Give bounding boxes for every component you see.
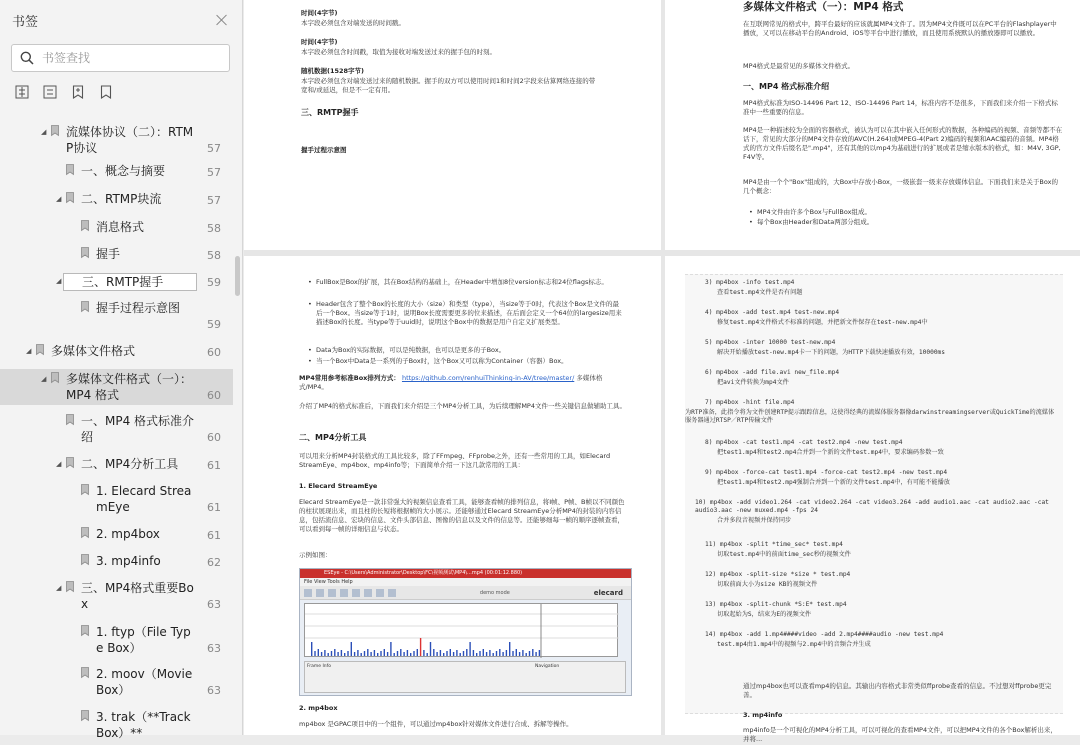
- paragraph: 可以用来分析MP4封装格式的工具比较多，除了FFmpeg、FFprobe之外，还有一些常用的工具，如Elecard StreamEye、mp4box、mp4info等；下面简单介绍一下这几款常用的工具：: [299, 452, 611, 469]
- code-description: 把avi文件转换为mp4文件: [717, 379, 789, 386]
- page-62: [665, 256, 1080, 743]
- subsection-heading: 3. mp4info: [743, 711, 783, 719]
- paragraph: MP4是一种描述较为全面的容器格式，被认为可以在其中嵌入任何形式的数据，各种编码的视频、音频等都不在话下，常见的大部分的MP4文件存放的AVC(H.264)或MPEG-4(Part 2)编码的视频和AAC编码的音频。MP4格式的官方文件后缀名是".mp4"，还有其他的以mp4为基础进行的扩展或者是缩水版本的格式，如：M4V, 3GP, F4V等。: [743, 126, 1063, 161]
- bookmark-item[interactable]: [0, 122, 233, 158]
- code-description: 切取前面大小为size KB的视频文件: [717, 581, 818, 588]
- paragraph: 介绍了MP4的格式标准后，下面我们来介绍是三个MP4分析工具，为后续理解MP4文件一些关键信息做辅助工具。: [299, 402, 626, 410]
- bookmark-item[interactable]: [0, 578, 233, 616]
- code-description: 查看test.mp4文件是否有问题: [717, 289, 803, 296]
- bookmark-page-number: 61: [207, 501, 221, 514]
- bookmark-search-box[interactable]: [11, 44, 230, 72]
- bookmark-item[interactable]: [0, 298, 233, 336]
- add-bookmark-icon[interactable]: [70, 84, 86, 100]
- bookmark-label: 3. mp4info: [96, 554, 161, 568]
- bookmark-label: 2. moov（Movie Box）: [96, 667, 193, 697]
- document-view[interactable]: [244, 0, 1080, 743]
- caret-down-icon[interactable]: ◢: [56, 277, 62, 285]
- bookmark-label: 三、MP4格式重要Box: [81, 581, 194, 611]
- code-command: 14) mp4box -add 1.mp4####video -add 2.mp4####audio -new test.mp4: [705, 631, 944, 638]
- subsection-heading: 2. mp4box: [299, 704, 338, 712]
- bookmark-page-number: 58: [207, 222, 221, 235]
- screenshot-menubar: File View Tools Help: [300, 578, 631, 586]
- field-text: 本字段必须包含对端发送过来的随机数据。握手的双方可以使用时间1和时间2字段来估算网络连接的带宽和/或延迟，但是不一定有用。: [301, 77, 596, 94]
- paragraph: Elecard StreamEye是一款非常强大的视频信息查看工具，能够查看帧的排列信息，将I帧、P帧、B帧以不同颜色的柱状展现出来，而且柱的长短将根据帧的大小展示。还能够通过Elecard StreamEye分析MP4的封装的内容信息，包括流信息、宏块的信息、文件头部信息、图像的信息以及文件的信息等。还能够细每一帧的顺序逐帧查看，可以看到每一帧的详细信息与状态。: [299, 498, 625, 533]
- scrollbar-thumb[interactable]: [235, 256, 240, 296]
- bookmark-icon: [36, 344, 44, 355]
- paragraph: 在互联网常见的格式中，跨平台最好的应该就属MP4文件了。因为MP4文件既可以在PC平台的Flashplayer中播放，又可以在移动平台的Android、iOS等平台中进行播放，而且使用系统默认的播放器即可以播放。: [743, 20, 1057, 37]
- code-description: 解决开始播放test-new.mp4卡一下的问题，为HTTP下载快速播放有效，10000ms: [717, 349, 945, 356]
- screenshot-toolbar: [300, 586, 631, 600]
- field-heading: 随机数据(1528字节): [301, 67, 365, 75]
- code-description: 修复test.mp4文件格式不标准的问题，并把新文件保存在test-new.mp4中: [717, 319, 928, 326]
- paragraph: MP4格式是最常见的多媒体文件格式。: [743, 62, 855, 70]
- bookmark-page-number: 61: [207, 459, 221, 472]
- expand-all-icon[interactable]: [14, 84, 30, 100]
- section-heading: 一、MP4 格式标准介绍: [743, 82, 830, 91]
- section-heading: 二、MP4分析工具: [299, 433, 367, 442]
- bookmark-page-number: 61: [207, 529, 221, 542]
- bookmark-label: 多媒体文件格式（一）：MP4 格式: [66, 372, 193, 402]
- frame-info-label: Frame Info: [307, 664, 331, 669]
- code-description: 切取test.mp4中的前面time_sec秒的视频文件: [717, 551, 851, 558]
- code-description: 切取起始为S，结束为E的视频文件: [717, 611, 812, 618]
- bookmark-label: 握手: [96, 247, 121, 261]
- bookmark-label: 一、概念与摘要: [81, 164, 166, 178]
- bookmark-item[interactable]: [0, 454, 233, 476]
- bookmark-icon: [81, 301, 89, 312]
- bookmark-icon: [81, 710, 89, 721]
- bookmark-label: 3. trak（**Track Box）**: [96, 710, 191, 740]
- bookmark-item[interactable]: [0, 524, 233, 546]
- list-item: • MP4文件由许多个Box与FullBox组成。: [757, 208, 871, 217]
- search-icon: [20, 51, 34, 65]
- bookmark-item[interactable]: [0, 341, 233, 363]
- collapse-all-icon[interactable]: [42, 84, 58, 100]
- close-icon[interactable]: [216, 14, 228, 26]
- code-command: 11) mp4box -split *time_sec* test.mp4: [705, 541, 843, 548]
- sidebar-header: [0, 0, 242, 40]
- list-item: • FullBox是Box的扩展，其在Box结构的基础上，在Header中增加8位version标志和24位flags标志。: [316, 278, 622, 287]
- bookmark-icon[interactable]: [98, 84, 114, 100]
- paragraph: mp4box 是GPAC项目中的一个组件，可以通过mp4box针对媒体文件进行合成、拆解等操作。: [299, 720, 573, 728]
- bookmark-page-number: 60: [207, 389, 221, 402]
- bookmark-icon: [81, 484, 89, 495]
- streameye-screenshot: [299, 568, 632, 696]
- bookmark-toolbar: [0, 72, 242, 112]
- bookmark-item[interactable]: [0, 244, 233, 266]
- code-command: 12) mp4box -split-size *size * test.mp4: [705, 571, 851, 578]
- bookmark-page-number: 63: [207, 598, 221, 611]
- bookmark-icon: [66, 457, 74, 468]
- bookmark-item[interactable]: [0, 481, 233, 519]
- bookmark-tree: [0, 118, 233, 740]
- paragraph: 通过mp4box也可以查看mp4的信息。其输出内容格式非常类似ffprobe查看的信息。不过想对ffprobe更完善。: [743, 682, 1052, 699]
- elecard-logo: elecard: [593, 588, 623, 597]
- bookmark-label: 消息格式: [96, 220, 145, 234]
- bookmark-item[interactable]: [0, 551, 233, 573]
- reference-label: MP4常用参考标准Box排列方式：: [299, 374, 400, 382]
- field-text: 本字段必须包含时间戳，取值为接收对端发送过来的握手包的时刻。: [301, 48, 496, 56]
- code-description: test.mp4由1.mp4中的视频与2.mp4中的音频合并生成: [717, 641, 871, 648]
- page-61: [244, 256, 661, 735]
- reference-link[interactable]: https://github.com/renhuiThinking-in-AV/tree/master/: [401, 374, 575, 382]
- bookmark-page-number: 57: [207, 194, 221, 207]
- bookmark-icon: [81, 247, 89, 258]
- bookmark-label: 2. mp4box: [96, 527, 160, 541]
- navigation-label: Navigation: [535, 664, 560, 669]
- bookmark-item[interactable]: [0, 161, 233, 183]
- bookmark-icon: [81, 625, 89, 636]
- frame-bar-plot: [304, 603, 618, 657]
- code-description: 把test1.mp4和test2.mp4合并到一个新的文件test.mp4中，要求编码参数一致: [717, 449, 944, 456]
- page-title: 多媒体文件格式（一）：MP4 格式: [743, 1, 904, 13]
- list-item: • Data为Box的实际数据，可以是纯数据，也可以是更多的子Box。: [316, 346, 622, 355]
- bookmark-item[interactable]: [0, 664, 233, 702]
- caret-down-icon[interactable]: ◢: [26, 347, 32, 355]
- caret-down-icon[interactable]: ◢: [56, 460, 62, 468]
- code-description: 合并多段音视频并保持同步: [717, 517, 792, 524]
- bookmark-page-number: 59: [207, 276, 221, 289]
- field-heading: 时间(4字节): [301, 9, 338, 17]
- bookmark-page-number: 57: [207, 166, 221, 179]
- bookmark-page-number: 62: [207, 556, 221, 569]
- list-item: • 每个Box由Header和Data两部分组成。: [757, 218, 873, 227]
- example-label: 示例如图：: [299, 551, 332, 559]
- page-60: [665, 0, 1080, 250]
- section-heading: 三、RMTP握手: [301, 108, 359, 117]
- demo-mode-label: demo mode: [479, 589, 510, 596]
- bookmark-icon: [51, 125, 59, 136]
- frame-info-panel: [304, 661, 626, 693]
- bookmark-page-number: 60: [207, 431, 221, 444]
- bookmark-icon: [81, 667, 89, 678]
- caret-down-icon[interactable]: ◢: [56, 584, 62, 592]
- bookmark-item[interactable]: [0, 622, 233, 660]
- bookmark-label: 多媒体文件格式: [51, 344, 136, 358]
- bookmark-item[interactable]: [0, 707, 233, 745]
- bookmark-sidebar: [0, 0, 243, 740]
- code-command: 13) mp4box -split-chunk *S:E* test.mp4: [705, 601, 847, 608]
- code-command: 3) mp4box -info test.mp4: [705, 279, 795, 286]
- bookmark-search-input[interactable]: [42, 51, 202, 65]
- caret-down-icon[interactable]: ◢: [56, 195, 62, 203]
- bookmark-page-number: 57: [207, 142, 221, 155]
- bookmark-label: 二、RTMP块流: [81, 192, 162, 206]
- figure-caption: 握手过程示意图: [301, 146, 347, 154]
- bookmark-item[interactable]: [0, 271, 233, 293]
- field-heading: 时间(4字节): [301, 38, 338, 46]
- code-command: 5) mp4box -inter 10000 test-new.mp4: [705, 339, 836, 346]
- bookmark-icon: [81, 554, 89, 565]
- bookmark-page-number: 58: [207, 249, 221, 262]
- bookmark-label: 流媒体协议（二）：RTMP协议: [66, 125, 194, 155]
- bookmark-page-number: 59: [207, 318, 221, 331]
- paragraph: MP4是由一个个"Box"组成的，大Box中存放小Box，一级嵌套一级来存放媒体信息。下面我们来是关于Box的几个概念：: [743, 178, 1058, 195]
- code-command: 6) mp4box -add file.avi new_file.mp4: [705, 369, 840, 376]
- bookmark-item[interactable]: [0, 369, 233, 405]
- sidebar-scrollbar[interactable]: [233, 118, 243, 735]
- list-item: • Header包含了整个Box的长度的大小（size）和类型（type），当size等于0时，代表这个Box是文件的最后一个Box。当size等于1时，说明Box长度需要更多的位来描述，在后面会定义一个64位的largesize用来描述Box的长度。当type等于uuid时，说明这个Box中的数据是用户自定义扩展类型。: [316, 300, 622, 327]
- code-description: 把test1.mp4和test2.mp4强制合并到一个新的文件test.mp4中，有可能不能播放: [717, 479, 950, 486]
- code-command: 10) mp4box -add video1.264 -cat video2.264 -cat video3.264 -add audio1.aac -cat audio2.aac -cat audio3.aac -new muxed.mp4 -fps 24: [695, 499, 1049, 514]
- bookmark-item[interactable]: [0, 411, 233, 449]
- bookmark-label: 1. ftyp（File Type Box）: [96, 625, 191, 655]
- screenshot-titlebar: ESEye - C:\Users\Administrator\Desktop\FC\视频测试\MP4\...mp4 (00:01:12.880): [300, 569, 631, 578]
- bookmark-label: 1. Elecard StreamEye: [96, 484, 192, 514]
- code-command: 4) mp4box -add test.mp4 test-new.mp4: [705, 309, 840, 316]
- bookmark-label: 三、RMTP握手: [63, 273, 197, 291]
- bookmark-icon: [66, 192, 74, 203]
- subsection-heading: 1. Elecard StreamEye: [299, 482, 378, 490]
- code-block: [685, 274, 1063, 714]
- paragraph: MP4格式标准为ISO-14496 Part 12、ISO-14496 Part 14，标准内容不是很多，下面我们来介绍一下格式标准中一些重要的信息。: [743, 99, 1058, 116]
- bookmark-icon: [81, 527, 89, 538]
- bookmark-label: 二、MP4分析工具: [81, 457, 179, 471]
- bookmark-page-number: 63: [207, 642, 221, 655]
- code-command: 9) mp4box -force-cat test1.mp4 -force-cat test2.mp4 -new test.mp4: [705, 469, 948, 476]
- bookmark-icon: [66, 581, 74, 592]
- bookmark-item[interactable]: [0, 217, 233, 239]
- code-command: 7) mp4box -hint file.mp4: [705, 399, 795, 406]
- caret-down-icon[interactable]: ◢: [41, 375, 47, 383]
- bookmark-icon: [81, 220, 89, 231]
- field-text: 本字段必须包含对端发送的时间戳。: [301, 19, 405, 27]
- code-description: 为RTP准备，此指令将为文件创建RTP提示跟踪信息，这使得经典的流媒体服务器像darwinstreamingserver或QuickTime的流媒体服务器通过RTSP／RTP传输文件: [685, 409, 1055, 424]
- sidebar-title: 书签: [12, 14, 39, 30]
- page-57: [244, 0, 661, 250]
- bookmark-icon: [51, 372, 59, 383]
- paragraph: mp4info是一个可视化的MP4分析工具，可以可视化的查看MP4文件，可以把MP4文件的各个Box解析出来，并将...: [743, 726, 1057, 743]
- bookmark-page-number: 60: [207, 346, 221, 359]
- bookmark-item[interactable]: [0, 189, 233, 211]
- caret-down-icon[interactable]: ◢: [41, 128, 47, 136]
- bookmark-page-number: 63: [207, 684, 221, 697]
- bookmark-icon: [66, 164, 74, 175]
- bookmark-label: 一、MP4 格式标准介绍: [81, 414, 195, 444]
- bookmark-icon: [66, 414, 74, 425]
- bookmark-label: 握手过程示意图: [96, 301, 181, 315]
- list-item: • 当一个Box中Data是一系列的子Box时，这个Box又可以称为Container（容器）Box。: [316, 357, 622, 366]
- reference-tail: 多媒体格式/MP4。: [299, 374, 603, 391]
- code-command: 8) mp4box -cat test1.mp4 -cat test2.mp4 -new test.mp4: [705, 439, 903, 446]
